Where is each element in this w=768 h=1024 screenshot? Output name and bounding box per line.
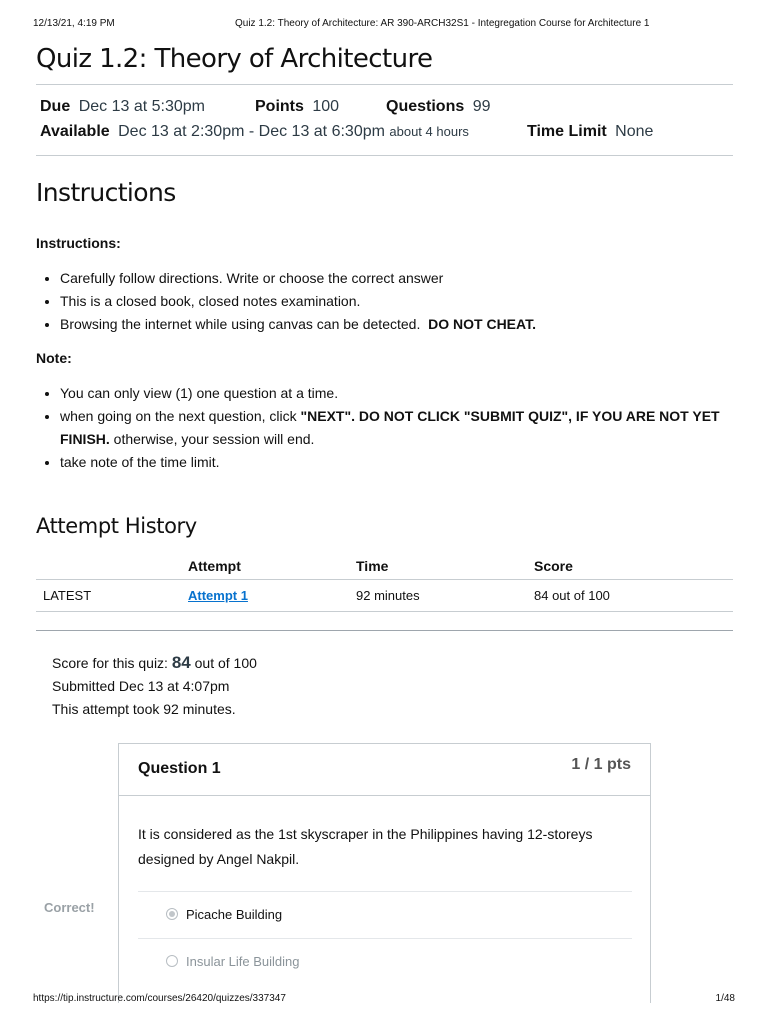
note-label: Note:: [36, 350, 72, 366]
available-value: Dec 13 at 2:30pm - Dec 13 at 6:30pm: [118, 123, 385, 140]
question-name: Question 1: [138, 760, 221, 777]
instructions-list: [36, 267, 733, 336]
quiz-title: Quiz 1.2: Theory of Architecture: [36, 44, 433, 74]
points-field: [255, 98, 339, 116]
score-prefix: Score for this quiz:: [52, 655, 172, 671]
meta-divider: [36, 155, 733, 156]
column-header: Time: [356, 550, 534, 580]
score-value: 84: [171, 653, 191, 672]
quiz-score: [52, 651, 733, 675]
questions-value: 99: [472, 98, 491, 115]
attempt-history-heading: Attempt History: [36, 514, 197, 538]
points-value: 100: [312, 98, 340, 115]
print-document-title: Quiz 1.2: Theory of Architecture: AR 390-ARCH32S1 - Integregation Course for Architecture 1: [235, 18, 650, 29]
note-item: • take note of the time limit.: [60, 451, 733, 474]
column-header: Score: [534, 550, 733, 580]
instruction-item: [60, 313, 733, 336]
instructions-label: Instructions:: [36, 235, 121, 251]
radio-selected-icon[interactable]: [166, 908, 178, 920]
questions-field: [386, 98, 490, 116]
radio-empty-icon[interactable]: [166, 955, 178, 967]
note-text: otherwise, your session will end.: [109, 431, 315, 447]
available-duration: about 4 hours: [389, 124, 469, 139]
score-suffix: out of 100: [190, 655, 257, 671]
table-header-row: [36, 550, 733, 580]
question-text: It is considered as the 1st skyscraper in the Philippines having 12-storeys designed by Angel Nakpil.: [138, 826, 593, 867]
note-list: [36, 382, 733, 474]
column-header: Attempt: [188, 550, 356, 580]
attempt-time: 92 minutes: [356, 580, 534, 612]
note-text: when going on the next question, click: [60, 408, 301, 424]
available-field: [40, 123, 469, 141]
note-item: • You can only view (1) one question at a time.: [60, 382, 733, 405]
answer-text: Insular Life Building: [186, 954, 300, 969]
due-field: [40, 98, 205, 116]
score-summary: [52, 651, 733, 721]
question-header: [119, 744, 650, 796]
answer-text: Picache Building: [186, 907, 283, 922]
instructions-heading: Instructions: [36, 178, 176, 207]
print-date: 12/13/21, 4:19 PM: [33, 18, 115, 29]
correct-answer-flag: Correct!: [44, 900, 95, 915]
question-points: 1 / 1 pts: [571, 756, 631, 773]
instruction-emphasis: DO NOT CHEAT.: [428, 316, 536, 332]
instruction-item: • Carefully follow directions. Write or choose the correct answer: [60, 267, 733, 290]
available-label: Available: [40, 123, 110, 140]
question-card: [118, 743, 651, 1003]
time-limit-label: Time Limit: [527, 123, 607, 140]
answer-option[interactable]: [138, 891, 632, 938]
answer-option[interactable]: [138, 938, 632, 985]
attempt-history-table: [36, 550, 733, 612]
points-label: Points: [255, 98, 304, 115]
questions-label: Questions: [386, 98, 465, 115]
attempt-score: 84 out of 100: [534, 580, 733, 612]
attempt-label: LATEST: [36, 580, 188, 612]
table-row: [36, 580, 733, 612]
due-value: Dec 13 at 5:30pm: [78, 98, 205, 115]
print-url: https://tip.instructure.com/courses/26420/quizzes/337347: [33, 993, 286, 1004]
note-emphasis: "NEXT". DO NOT CLICK "SUBMIT QUIZ", IF YOU ARE NOT YET FINISH.: [60, 408, 720, 447]
due-label: Due: [40, 98, 71, 115]
instruction-text: Browsing the internet while using canvas can be detected.: [60, 316, 421, 332]
section-divider: [36, 630, 733, 631]
instruction-item: • This is a closed book, closed notes examination.: [60, 290, 733, 313]
note-item: [60, 405, 733, 451]
time-limit-field: [527, 123, 653, 141]
attempt-duration: This attempt took 92 minutes.: [52, 701, 236, 717]
quiz-meta: [36, 85, 733, 155]
time-limit-value: None: [615, 123, 654, 140]
attempt-link[interactable]: Attempt 1: [188, 588, 248, 603]
quiz-content: [36, 40, 733, 721]
submitted-time: Submitted Dec 13 at 4:07pm: [52, 678, 230, 694]
column-header: [36, 550, 188, 580]
page-number: 1/48: [715, 993, 735, 1004]
